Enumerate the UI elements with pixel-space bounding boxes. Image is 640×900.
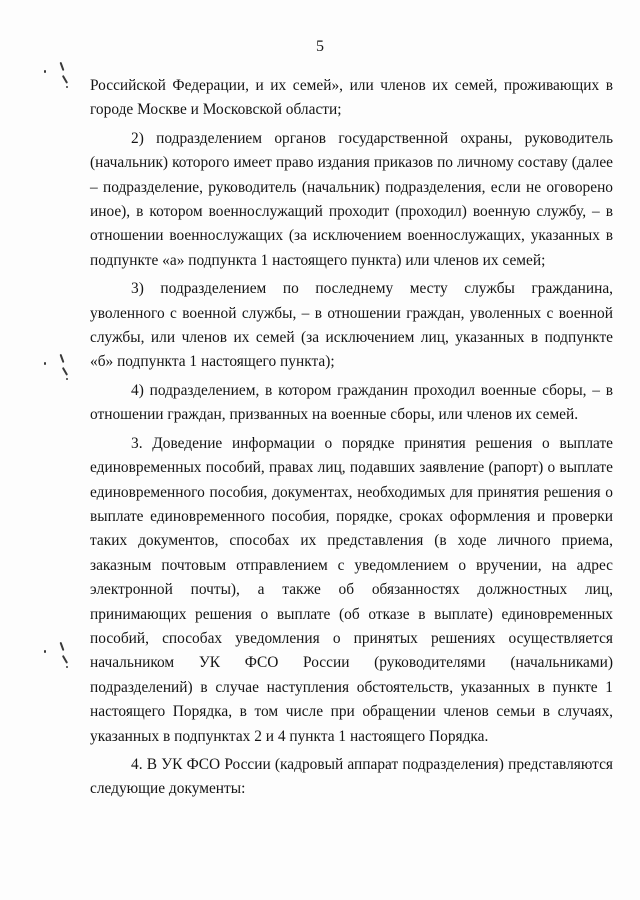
- paragraph-subitem-3: 3) подразделением по последнему месту службы гражданина, уволенного с военной службы, – в отношении граждан, уволенных с военной службы, или членов их семей (за исключением лиц, указанных в подпункте «б» подпункта 1 настоящего пункта);: [90, 280, 613, 371]
- paragraph-continuation: Российской Федерации, и их семей», или членов их семей, проживающих в городе Москве и Московской области;: [90, 77, 613, 119]
- margin-punch-mark: [44, 642, 78, 672]
- body-text: [90, 74, 613, 806]
- page-number: 5: [316, 38, 324, 55]
- paragraph-item-3: 3. Доведение информации о порядке принятия решения о выплате единовременных пособий, правах лиц, подавших заявление (рапорт) о выплате единовременного пособия, документах, необходимых для принятия решения о выплате единовременного пособия, порядке, сроках оформления и проверки таких документов, способах их представления (в ходе личного приема, заказным почтовым отправлением с уведомлением о вручении, на адрес электронной почты), а также об обязанностях должностных лиц, принимающих решения о выплате (об отказе в выплате) единовременных пособий, способах уведомления о принятых решениях осуществляется начальником УК ФСО России (руководителями (начальниками) подразделений) в случае наступления обстоятельств, указанных в пункте 1 настоящего Порядка, в том числе при обращении членов семьи в случаях, указанных в подпунктах 2 и 4 пункта 1 настоящего Порядка.: [90, 434, 613, 745]
- margin-punch-mark: [44, 354, 78, 384]
- paragraph-subitem-2: 2) подразделением органов государственной охраны, руководитель (начальник) которого имеет право издания приказов по личному составу (далее – подразделение, руководитель (начальник) подразделения, если не оговорено иное), в котором военнослужащий проходит (проходил) военную службу, – в отношении военнослужащих (за исключением военнослужащих, указанных в подпункте «а» подпункта 1 настоящего пункта) или членов их семей;: [90, 129, 613, 269]
- paragraph-item-4: 4. В УК ФСО России (кадровый аппарат подразделения) представляются следующие документы:: [90, 755, 613, 798]
- paragraph-subitem-4: 4) подразделением, в котором гражданин проходил военные сборы, – в отношении граждан, призванных на военные сборы, или членов их семей.: [90, 381, 613, 424]
- margin-punch-mark: [44, 62, 78, 92]
